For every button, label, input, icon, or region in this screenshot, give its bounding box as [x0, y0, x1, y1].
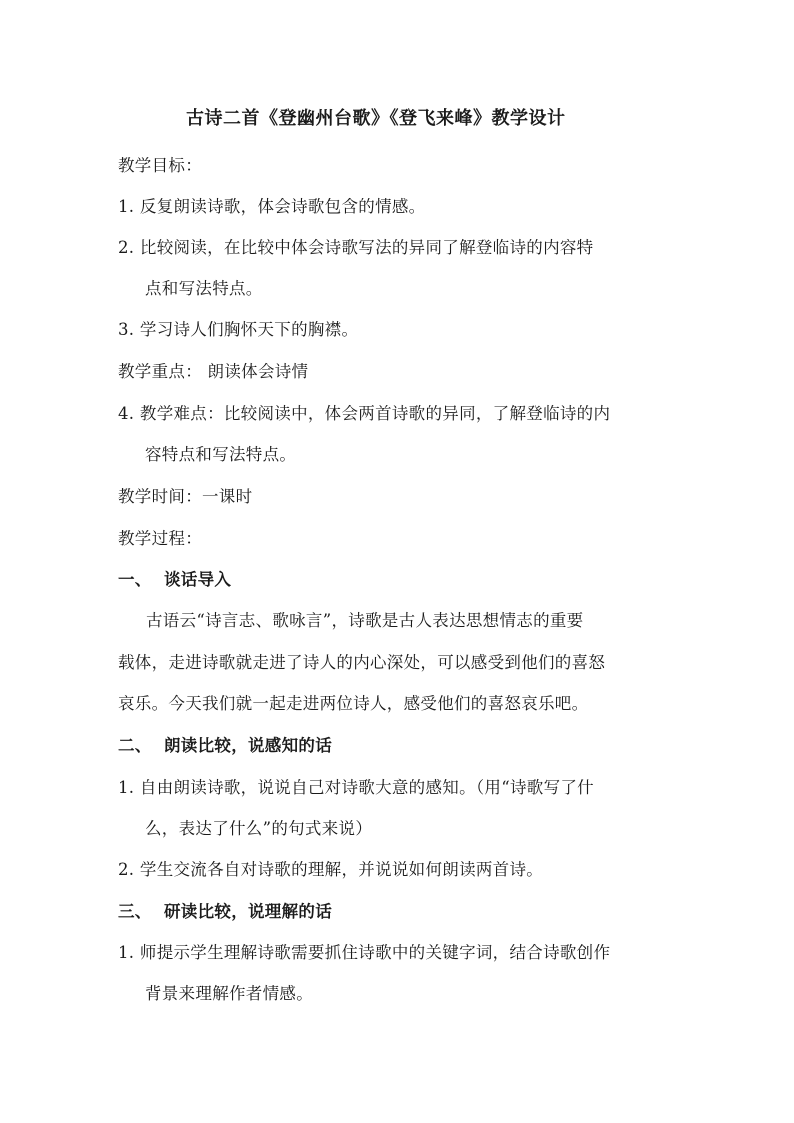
section-title: 谈话导入 [164, 570, 232, 589]
difficulty-item: 4. 教学难点：比较阅读中，体会两首诗歌的异同，了解登临诗的内 [118, 404, 611, 423]
list-item-continued: 么，表达了什么”的句式来说） [145, 819, 373, 838]
section-title: 研读比较，说理解的话 [164, 902, 332, 921]
paragraph-line: 载体，走进诗歌就走进了诗人的内心深处，可以感受到他们的喜怒 [118, 653, 606, 672]
document-title: 古诗二首《登幽州台歌》《登飞来峰》教学设计 [186, 108, 566, 129]
list-item: 1. 师提示学生理解诗歌需要抓住诗歌中的关键字词，结合诗歌创作 [118, 943, 611, 962]
list-item-continued: 背景来理解作者情感。 [145, 984, 313, 1003]
section-number: 一、 [118, 570, 152, 589]
objective-item-3: 3. 学习诗人们胸怀天下的胸襟。 [118, 320, 359, 339]
section-number: 三、 [118, 902, 152, 921]
section-heading-3 [118, 898, 332, 922]
teaching-time: 教学时间：一课时 [118, 487, 253, 506]
difficulty-item-continued: 容特点和写法特点。 [145, 445, 297, 464]
objectives-label: 教学目标： [118, 156, 202, 175]
list-item: 1. 自由朗读诗歌，说说自己对诗歌大意的感知。（用“诗歌写了什 [118, 778, 594, 797]
list-item: 2. 学生交流各自对诗歌的理解，并说说如何朗读两首诗。 [118, 860, 544, 879]
paragraph-line: 哀乐。今天我们就一起走进两位诗人，感受他们的喜怒哀乐吧。 [118, 694, 589, 713]
section-heading-2 [118, 732, 332, 756]
process-label: 教学过程： [118, 529, 202, 548]
section-heading-1 [118, 566, 231, 590]
key-point: 教学重点： 朗读体会诗情 [118, 362, 309, 381]
objective-item-2-continued: 点和写法特点。 [145, 279, 263, 298]
section-number: 二、 [118, 736, 152, 755]
objective-item-2: 2. 比较阅读，在比较中体会诗歌写法的异同了解登临诗的内容特 [118, 238, 594, 257]
objective-item-1: 1. 反复朗读诗歌，体会诗歌包含的情感。 [118, 197, 426, 216]
paragraph-line: 古语云“诗言志、歌咏言”，诗歌是古人表达思想情志的重要 [146, 611, 584, 630]
section-title: 朗读比较，说感知的话 [164, 736, 332, 755]
